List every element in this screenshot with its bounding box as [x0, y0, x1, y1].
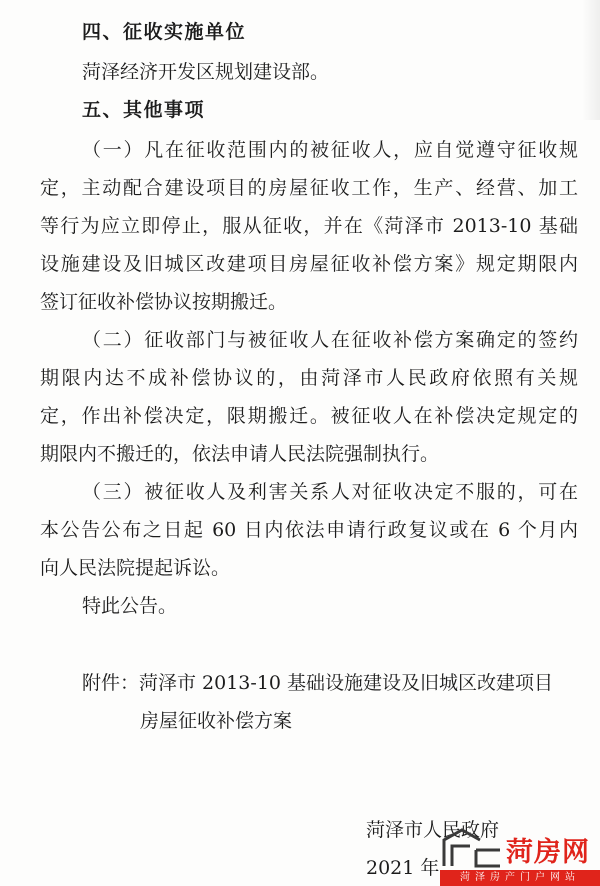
item-1-line-3: 等行为应立即停止，服从征收，并在《菏泽市 2013-10 基础	[40, 215, 578, 237]
attachment-line-1: 附件：菏泽市 2013-10 基础设施建设及旧城区改建项目	[82, 672, 554, 694]
item-3-line-2: 本公告公布之日起 60 日内依法申请行政复议或在 6 个月内	[40, 519, 578, 541]
signature-org: 菏泽市人民政府	[366, 819, 500, 841]
house-icon	[440, 826, 504, 870]
watermark-logo	[440, 826, 600, 886]
item-2-line-1: （二）征收部门与被征收人在征收补偿方案确定的签约	[82, 329, 578, 351]
signature-date: 2021 年	[366, 857, 440, 879]
watermark-brand: 菏房网	[506, 837, 590, 868]
item-1-line-5: 签订征收补偿协议按期搬迁。	[40, 291, 288, 313]
item-1-line-1: （一）凡在征收范围内的被征收人，应自觉遵守征收规	[82, 139, 578, 161]
item-3-line-1: （三）被征收人及利害关系人对征收决定不服的，可在	[82, 481, 578, 503]
closing-text: 特此公告。	[82, 595, 178, 617]
item-2-line-2: 期限内达不成补偿协议的，由菏泽市人民政府依照有关规	[40, 367, 578, 389]
section-4-heading: 四、征收实施单位	[82, 21, 247, 43]
attachment-line-2: 房屋征收补偿方案	[140, 710, 293, 732]
item-2-line-4: 期限内不搬迁的，依法申请人民法院强制执行。	[40, 443, 440, 465]
item-3-line-3: 向人民法院提起诉讼。	[40, 557, 231, 579]
watermark-subtitle: 菏泽房产门户网站	[440, 870, 600, 886]
item-2-line-3: 定，作出补偿决定，限期搬迁。被征收人在补偿决定规定的	[40, 405, 578, 427]
section-4-body: 菏泽经济开发区规划建设部。	[82, 61, 330, 83]
section-5-heading: 五、其他事项	[82, 99, 206, 121]
item-1-line-4: 设施建设及旧城区改建项目房屋征收补偿方案》规定期限内	[40, 253, 578, 275]
item-1-line-2: 定，主动配合建设项目的房屋征收工作，生产、经营、加工	[40, 177, 578, 199]
page-edge-shadow	[582, 0, 600, 120]
